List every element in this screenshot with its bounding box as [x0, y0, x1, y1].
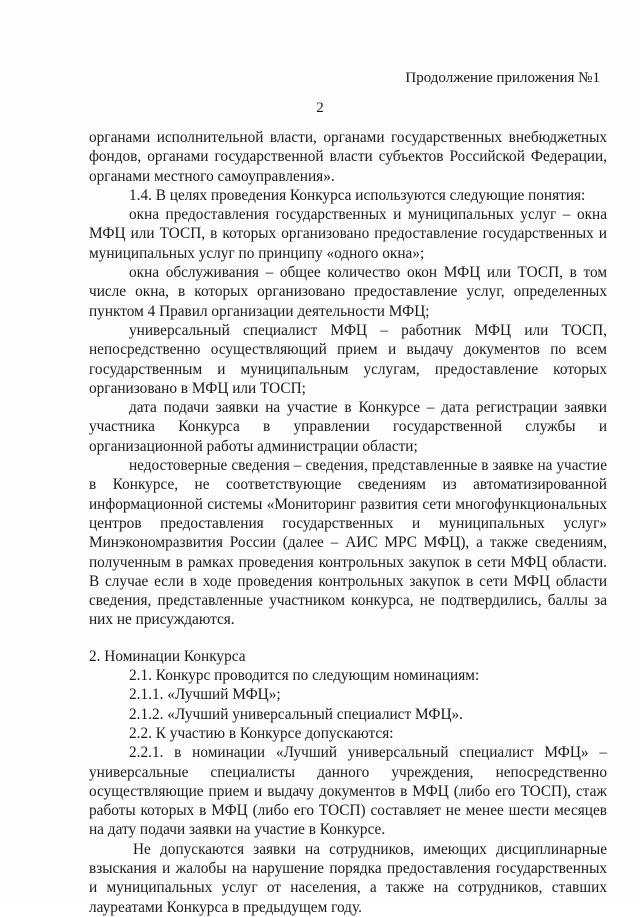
paragraph: 2.1.1. «Лучший МФЦ»; — [129, 686, 281, 704]
paragraph: универсальный специалист МФЦ – работник МФЦ или ТОСП, непосредственно осуществляющий прием и выдачу документов по всем государственным и муниципальным услугам, предоставление которых организовано в МФЦ или ТОСП; — [89, 321, 607, 397]
paragraph: дата подачи заявки на участие в Конкурсе – дата регистрации заявки участника Конкурса в управлении государственной службы и организационной работы администрации области; — [89, 399, 607, 455]
paragraph: недостоверные сведения – сведения, представленные в заявке на участие в Конкурсе, не соответствующие сведениям из автоматизированной информационной системы «Мониторинг развития сети многофункциональных центров предоставления государственных и муниципальных услуг» Минэкономразвития России (далее – АИС МРС МФЦ), а также сведениям, полученным в рамках проведения контрольных закупок в сети МФЦ области. В случае если в ходе проведения контрольных закупок в сети МФЦ области сведения, представленные участником конкурса, не подтвердились, баллы за них не присуждаются. — [89, 457, 607, 629]
paragraph: органами исполнительной власти, органами государственных внебюджетных фондов, органами государственной власти субъектов Российской Федерации, органами местного самоуправления». — [89, 129, 607, 185]
paragraph: 2.2.1. в номинации «Лучший универсальный специалист МФЦ» – универсальные специалисты данного учреждения, непосредственно осуществляющие прием и выдачу документов в МФЦ (либо его ТОСП), стаж работы которых в МФЦ (либо его ТОСП) составляет не менее шести месяцев на дату подачи заявки на участие в Конкурсе. — [89, 744, 607, 839]
paragraph: 2.2. К участию в Конкурсе допускаются: — [129, 724, 394, 742]
page-number: 2 — [316, 100, 324, 116]
paragraph: 1.4. В целях проведения Конкурса используются следующие понятия: — [129, 186, 586, 204]
paragraph: окна предоставления государственных и муниципальных услуг – окна МФЦ или ТОСП, в которых организовано предоставление государственных и муниципальных услуг по принципу «одного окна»; — [89, 206, 607, 262]
appendix-continuation-note: Продолжение приложения №1 — [405, 70, 600, 86]
section-heading: 2. Номинации Конкурса — [89, 647, 246, 665]
document-body — [89, 128, 607, 917]
paragraph: окна обслуживания – общее количество окон МФЦ или ТОСП, в том числе окна, в которых организовано предоставление услуг, определенных пунктом 4 Правил организации деятельности МФЦ; — [89, 264, 607, 320]
paragraph: 2.1. Конкурс проводится по следующим номинациям: — [129, 667, 480, 685]
paragraph: 2.1.2. «Лучший универсальный специалист МФЦ». — [129, 705, 463, 723]
paragraph: Не допускаются заявки на сотрудников, имеющих дисциплинарные взыскания и жалобы на нарушение порядка предоставления государственных и муниципальных услуг от населения, а также на сотрудников, ставших лауреатами Конкурса в предыдущем году. — [89, 840, 607, 916]
